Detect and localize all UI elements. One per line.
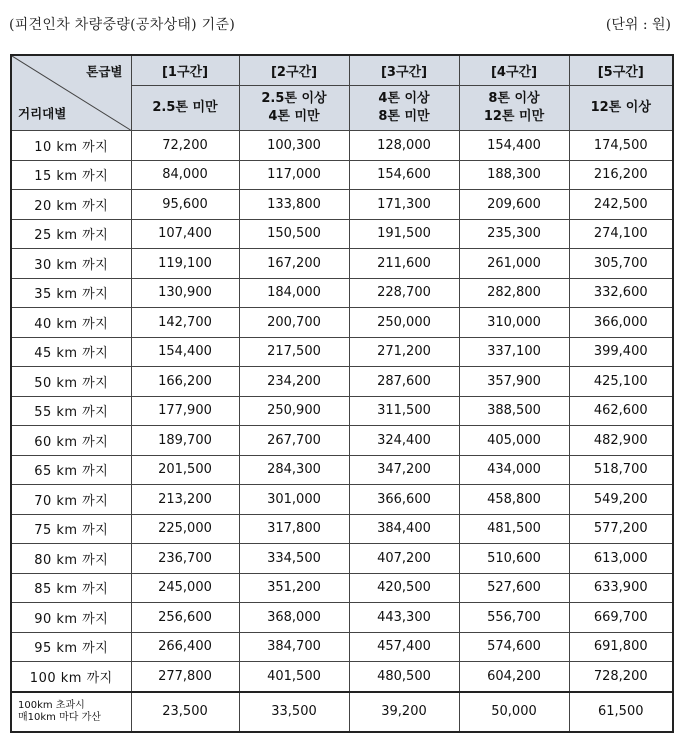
- rate-cell: 236,700: [131, 544, 239, 574]
- band-range-line: 12톤 미만: [483, 109, 545, 124]
- rate-cell: 277,800: [131, 662, 239, 692]
- band-range-1: [131, 86, 239, 131]
- rate-cell: 510,600: [459, 544, 569, 574]
- rate-cell: 317,800: [239, 514, 349, 544]
- rate-cell: 166,200: [131, 367, 239, 397]
- rate-cell: 443,300: [349, 603, 459, 633]
- band-range-line: 12톤 이상: [590, 100, 651, 115]
- rate-cell: 142,700: [131, 308, 239, 338]
- rate-cell: 119,100: [131, 249, 239, 279]
- band-header-5: [5구간]: [569, 55, 673, 86]
- corner-label-distance: 거리대별: [18, 106, 67, 121]
- table-row: [11, 662, 673, 692]
- rate-cell: 457,400: [349, 632, 459, 662]
- table-row: [11, 278, 673, 308]
- rate-cell: 133,800: [239, 190, 349, 220]
- distance-cell: 20 km 까지: [11, 190, 131, 220]
- rate-cell: 216,200: [569, 160, 673, 190]
- rate-cell: 261,000: [459, 249, 569, 279]
- band-range-line: 4톤 이상: [378, 91, 430, 106]
- rate-cell: 174,500: [569, 131, 673, 161]
- distance-cell: 65 km 까지: [11, 455, 131, 485]
- rate-cell: 604,200: [459, 662, 569, 692]
- band-range-line: 2.5톤 이상: [261, 91, 327, 106]
- band-header-1: [1구간]: [131, 55, 239, 86]
- distance-cell: 60 km 까지: [11, 426, 131, 456]
- corner-header: [11, 55, 131, 131]
- rate-cell: 72,200: [131, 131, 239, 161]
- band-range-line: 4톤 미만: [268, 109, 320, 124]
- rate-cell: 556,700: [459, 603, 569, 633]
- rate-cell: 211,600: [349, 249, 459, 279]
- rate-cell: 482,900: [569, 426, 673, 456]
- surcharge-cell: 50,000: [459, 692, 569, 732]
- rate-cell: 368,000: [239, 603, 349, 633]
- distance-cell: 80 km 까지: [11, 544, 131, 574]
- rate-cell: 250,000: [349, 308, 459, 338]
- unit-label: (단위 : 원): [605, 17, 671, 33]
- rate-cell: 527,600: [459, 573, 569, 603]
- rate-cell: 388,500: [459, 396, 569, 426]
- table-row: [11, 632, 673, 662]
- rate-cell: 357,900: [459, 367, 569, 397]
- distance-cell: 55 km 까지: [11, 396, 131, 426]
- band-range-5: [569, 86, 673, 131]
- rate-cell: 305,700: [569, 249, 673, 279]
- distance-cell: 40 km 까지: [11, 308, 131, 338]
- band-range-4: [459, 86, 569, 131]
- table-row: [11, 160, 673, 190]
- rate-cell: 399,400: [569, 337, 673, 367]
- rate-cell: 154,400: [459, 131, 569, 161]
- rate-cell: 337,100: [459, 337, 569, 367]
- rate-cell: 191,500: [349, 219, 459, 249]
- table-row: [11, 544, 673, 574]
- surcharge-row: [11, 692, 673, 732]
- rate-cell: 518,700: [569, 455, 673, 485]
- rate-cell: 130,900: [131, 278, 239, 308]
- rate-cell: 200,700: [239, 308, 349, 338]
- surcharge-cell: 33,500: [239, 692, 349, 732]
- rate-cell: 480,500: [349, 662, 459, 692]
- table-row: [11, 396, 673, 426]
- band-range-3: [349, 86, 459, 131]
- distance-cell: 70 km 까지: [11, 485, 131, 515]
- header-row-bands: [11, 55, 673, 86]
- rate-cell: 481,500: [459, 514, 569, 544]
- rate-cell: 311,500: [349, 396, 459, 426]
- rate-cell: 201,500: [131, 455, 239, 485]
- distance-cell: 90 km 까지: [11, 603, 131, 633]
- surcharge-line: 매10km 마다 가산: [18, 711, 101, 723]
- distance-cell: 45 km 까지: [11, 337, 131, 367]
- band-range-line: 8톤 미만: [378, 109, 430, 124]
- rate-cell: 242,500: [569, 190, 673, 220]
- rate-cell: 189,700: [131, 426, 239, 456]
- rate-cell: 167,200: [239, 249, 349, 279]
- rate-cell: 107,400: [131, 219, 239, 249]
- rate-cell: 310,000: [459, 308, 569, 338]
- surcharge-cell: 23,500: [131, 692, 239, 732]
- table-row: [11, 190, 673, 220]
- distance-cell: 95 km 까지: [11, 632, 131, 662]
- table-row: [11, 485, 673, 515]
- rate-cell: 184,000: [239, 278, 349, 308]
- rate-cell: 669,700: [569, 603, 673, 633]
- rate-cell: 287,600: [349, 367, 459, 397]
- rate-cell: 95,600: [131, 190, 239, 220]
- rate-cell: 271,200: [349, 337, 459, 367]
- rate-cell: 401,500: [239, 662, 349, 692]
- caption-row: [0, 0, 685, 40]
- band-header-4: [4구간]: [459, 55, 569, 86]
- rate-cell: 613,000: [569, 544, 673, 574]
- band-header-2: [2구간]: [239, 55, 349, 86]
- rate-cell: 434,000: [459, 455, 569, 485]
- rate-cell: 117,000: [239, 160, 349, 190]
- table-row: [11, 308, 673, 338]
- corner-label-weight: 톤급별: [86, 64, 123, 79]
- rate-cell: 217,500: [239, 337, 349, 367]
- table-row: [11, 131, 673, 161]
- rate-cell: 462,600: [569, 396, 673, 426]
- rate-cell: 84,000: [131, 160, 239, 190]
- distance-cell: 100 km 까지: [11, 662, 131, 692]
- rate-cell: 420,500: [349, 573, 459, 603]
- rate-cell: 225,000: [131, 514, 239, 544]
- distance-cell: 50 km 까지: [11, 367, 131, 397]
- rate-cell: 274,100: [569, 219, 673, 249]
- rate-cell: 150,500: [239, 219, 349, 249]
- rate-cell: 177,900: [131, 396, 239, 426]
- rate-cell: 347,200: [349, 455, 459, 485]
- band-range-line: 2.5톤 미만: [152, 100, 218, 115]
- rate-cell: 154,600: [349, 160, 459, 190]
- rate-cell: 384,400: [349, 514, 459, 544]
- rate-cell: 728,200: [569, 662, 673, 692]
- rate-cell: 213,200: [131, 485, 239, 515]
- table-row: [11, 337, 673, 367]
- surcharge-distance-cell: [11, 692, 131, 732]
- band-header-3: [3구간]: [349, 55, 459, 86]
- rate-cell: 171,300: [349, 190, 459, 220]
- rate-cell: 250,900: [239, 396, 349, 426]
- rate-cell: 351,200: [239, 573, 349, 603]
- rate-cell: 691,800: [569, 632, 673, 662]
- table-row: [11, 426, 673, 456]
- rate-cell: 256,600: [131, 603, 239, 633]
- rate-cell: 284,300: [239, 455, 349, 485]
- rate-cell: 266,400: [131, 632, 239, 662]
- rate-table-body: [11, 131, 673, 732]
- rate-cell: 267,700: [239, 426, 349, 456]
- rate-cell: 332,600: [569, 278, 673, 308]
- rate-cell: 301,000: [239, 485, 349, 515]
- surcharge-cell: 39,200: [349, 692, 459, 732]
- surcharge-cell: 61,500: [569, 692, 673, 732]
- distance-cell: 10 km 까지: [11, 131, 131, 161]
- distance-cell: 30 km 까지: [11, 249, 131, 279]
- rate-cell: 100,300: [239, 131, 349, 161]
- rate-cell: 228,700: [349, 278, 459, 308]
- rate-cell: 282,800: [459, 278, 569, 308]
- rate-cell: 324,400: [349, 426, 459, 456]
- table-row: [11, 514, 673, 544]
- band-range-line: 8톤 이상: [488, 91, 540, 106]
- rate-cell: 188,300: [459, 160, 569, 190]
- table-row: [11, 573, 673, 603]
- rate-cell: 245,000: [131, 573, 239, 603]
- table-row: [11, 603, 673, 633]
- rate-cell: 334,500: [239, 544, 349, 574]
- band-range-2: [239, 86, 349, 131]
- rate-cell: 366,600: [349, 485, 459, 515]
- rate-cell: 458,800: [459, 485, 569, 515]
- rate-cell: 577,200: [569, 514, 673, 544]
- table-row: [11, 249, 673, 279]
- table-row: [11, 219, 673, 249]
- rate-cell: 549,200: [569, 485, 673, 515]
- distance-cell: 75 km 까지: [11, 514, 131, 544]
- rate-cell: 366,000: [569, 308, 673, 338]
- distance-cell: 85 km 까지: [11, 573, 131, 603]
- table-caption: (피견인차 차량중량(공차상태) 기준): [9, 17, 236, 33]
- rate-cell: 154,400: [131, 337, 239, 367]
- surcharge-line: 100km 초과시: [18, 699, 85, 711]
- distance-cell: 25 km 까지: [11, 219, 131, 249]
- rate-cell: 633,900: [569, 573, 673, 603]
- table-row: [11, 455, 673, 485]
- rate-cell: 407,200: [349, 544, 459, 574]
- rate-cell: 425,100: [569, 367, 673, 397]
- distance-cell: 35 km 까지: [11, 278, 131, 308]
- rate-cell: 234,200: [239, 367, 349, 397]
- towing-rate-table: [10, 54, 674, 733]
- rate-cell: 209,600: [459, 190, 569, 220]
- rate-cell: 574,600: [459, 632, 569, 662]
- rate-cell: 384,700: [239, 632, 349, 662]
- distance-cell: 15 km 까지: [11, 160, 131, 190]
- rate-cell: 405,000: [459, 426, 569, 456]
- rate-cell: 128,000: [349, 131, 459, 161]
- table-row: [11, 367, 673, 397]
- rate-cell: 235,300: [459, 219, 569, 249]
